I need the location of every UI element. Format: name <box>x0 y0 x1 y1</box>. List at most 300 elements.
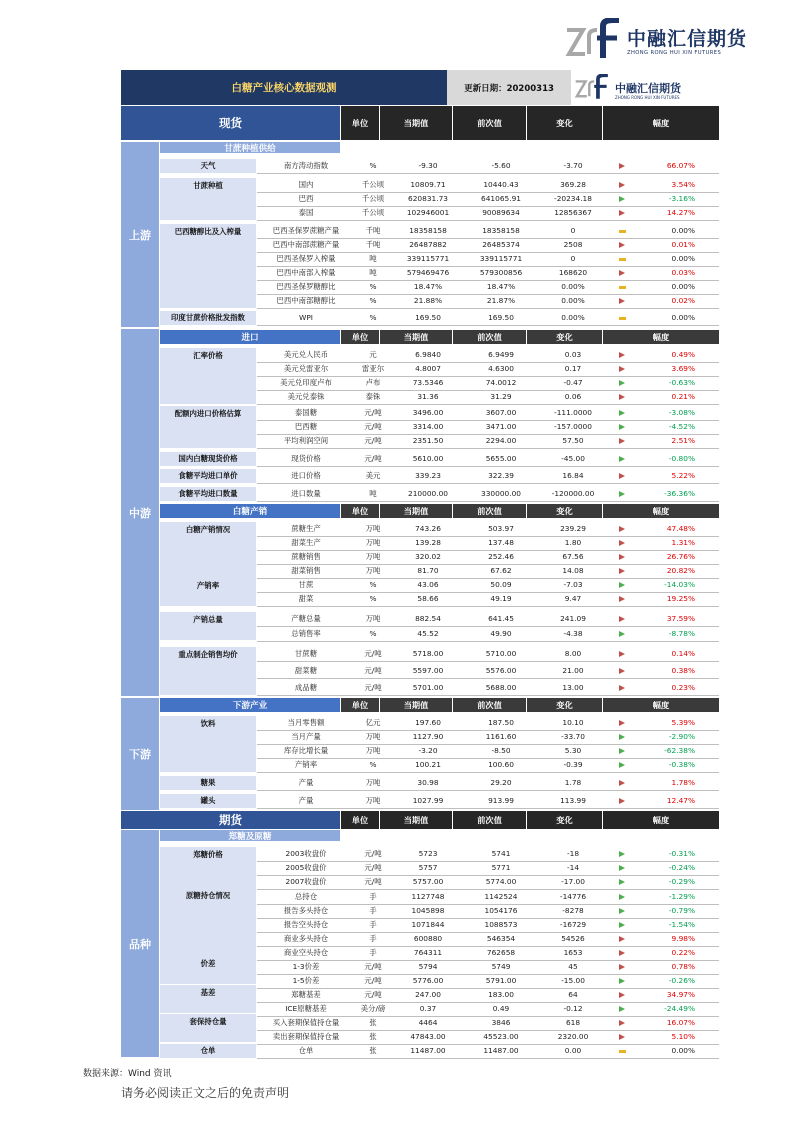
subsec-production: 白糖产销 <box>160 504 340 518</box>
cell-amplitude: 0.03% <box>671 268 695 277</box>
cell-name: 巴西圣保罗蔗糖产量 <box>272 226 340 235</box>
red-flag-icon <box>617 960 627 974</box>
cell-name: 巴西 <box>298 194 314 203</box>
cell-name: 总持仓 <box>294 892 318 901</box>
update-date: 更新日期：20200313 <box>447 70 571 105</box>
red-flag-icon <box>617 390 627 404</box>
cell-prev: 4.6300 <box>488 364 514 373</box>
cell-chg: -45.00 <box>561 454 585 463</box>
table-row <box>257 681 719 695</box>
cell-chg: 45 <box>568 962 578 971</box>
cell-name: 甘蔗糖 <box>294 649 318 658</box>
cell-unit: 万吨 <box>365 778 381 787</box>
cell-cur: 620831.73 <box>408 194 448 203</box>
cat-zz-price: 郑糖价格 <box>160 847 256 889</box>
cell-amplitude: 5.39% <box>671 718 695 727</box>
table-row <box>257 1030 719 1044</box>
red-flag-icon <box>617 988 627 1002</box>
cell-amplitude: -0.26% <box>668 976 695 985</box>
row-divider <box>257 325 719 326</box>
flat-indicator-icon <box>617 311 627 325</box>
cell-amplitude: 0.00% <box>671 313 695 322</box>
cell-prev: 3846 <box>491 1018 511 1027</box>
logo-english-name: ZHONG RONG HUI XIN FUTURES <box>627 50 722 56</box>
table-row <box>257 452 719 466</box>
cat-rate: 产销率 <box>160 578 256 606</box>
cat-warrant: 仓单 <box>160 1044 256 1058</box>
cell-chg: -3.70 <box>563 161 583 170</box>
cell-unit: 美元 <box>365 471 381 480</box>
green-flag-icon <box>617 1002 627 1016</box>
col-amplitude: 幅度 <box>603 106 719 140</box>
cell-prev: 5771 <box>491 863 511 872</box>
row-divider <box>257 790 719 791</box>
subsec-futures: 郑糖及原糖 <box>160 830 340 841</box>
row-divider <box>257 641 719 642</box>
cell-amplitude: 9.98% <box>671 934 695 943</box>
table-row <box>257 578 719 592</box>
table-row <box>257 266 719 280</box>
cell-chg: -0.12 <box>563 1004 583 1013</box>
table-row <box>257 1044 719 1058</box>
table-row <box>257 794 719 808</box>
cell-cur: 5723 <box>418 849 438 858</box>
logo-chinese-name: 中融汇信期货 <box>627 28 748 50</box>
cell-chg: 16.84 <box>562 471 584 480</box>
cell-chg: 5.30 <box>564 746 582 755</box>
table-row <box>257 664 719 678</box>
cell-unit: 元/吨 <box>364 683 382 692</box>
cell-prev: 21.87% <box>486 296 516 305</box>
red-flag-icon <box>617 664 627 678</box>
futures-section-header: 期货 <box>121 811 340 829</box>
table-row <box>257 280 719 294</box>
data-source: 数据来源：Wind 资讯 <box>83 1069 172 1079</box>
row-divider <box>257 308 719 309</box>
cell-unit: 千公顷 <box>361 194 385 203</box>
table-row <box>257 522 719 536</box>
cell-chg: 0.06 <box>564 392 582 401</box>
cell-cur: 339.23 <box>415 471 441 480</box>
table-row <box>257 406 719 420</box>
row-divider <box>257 501 719 502</box>
cell-cur: 11487.00 <box>410 1046 446 1055</box>
cell-cur: 169.50 <box>415 313 441 322</box>
cell-prev: 45523.00 <box>483 1032 519 1041</box>
cell-amplitude: 0.00% <box>671 1046 695 1055</box>
table-row <box>257 918 719 932</box>
row-divider <box>257 678 719 679</box>
cat-position: 原糖持仓情况 <box>160 888 256 958</box>
col-unit: 单位 <box>341 106 379 140</box>
cell-prev: 5655.00 <box>485 454 517 463</box>
cell-chg: 12856367 <box>554 208 592 217</box>
cell-name: 巴西圣保罗入榨量 <box>276 254 336 263</box>
cell-unit: 万吨 <box>365 552 381 561</box>
cell-name: 南方涛动指数 <box>283 161 329 170</box>
cell-name: 甜菜 <box>298 594 314 603</box>
table-row <box>257 536 719 550</box>
cell-unit: 元/吨 <box>364 962 382 971</box>
cell-cur: 43.06 <box>417 580 439 589</box>
cell-amplitude: 37.59% <box>666 614 695 623</box>
cell-cur: 31.36 <box>417 392 439 401</box>
cat-weather: 天气 <box>160 159 256 173</box>
cell-prev: 546354 <box>486 934 516 943</box>
table-row <box>257 960 719 974</box>
green-flag-icon <box>617 861 627 875</box>
cell-unit: 吨 <box>369 268 377 277</box>
cell-amplitude: 5.10% <box>671 1032 695 1041</box>
cell-name: 甘蔗 <box>298 580 314 589</box>
red-flag-icon <box>617 348 627 362</box>
cell-chg: -17.00 <box>561 877 585 886</box>
red-flag-icon <box>617 1016 627 1030</box>
cell-name: 美元兑泰铢 <box>287 392 325 401</box>
cell-unit: 手 <box>369 920 377 929</box>
cell-name: 卖出套期保值持仓量 <box>272 1032 340 1041</box>
cell-chg: 14.08 <box>562 566 584 575</box>
cat-spot-price: 国内白糖现货价格 <box>160 452 256 466</box>
cell-unit: 千吨 <box>365 240 381 249</box>
green-flag-icon <box>617 730 627 744</box>
cell-name: 巴西中南部糖醇比 <box>276 296 336 305</box>
cell-prev: 0.49 <box>492 1004 510 1013</box>
cell-prev: 5741 <box>491 849 511 858</box>
cell-name: 泰国糖 <box>294 408 318 417</box>
cat-candy: 糖果 <box>160 776 256 790</box>
cell-unit: 元/吨 <box>364 649 382 658</box>
cell-name: ICE原糖基差 <box>285 1004 327 1013</box>
cell-amplitude: 5.22% <box>671 471 695 480</box>
cell-cur: 5757 <box>418 863 438 872</box>
cell-name: 进口价格 <box>291 471 321 480</box>
cell-prev: 74.0012 <box>485 378 517 387</box>
cell-chg: 113.99 <box>560 796 586 805</box>
cell-cur: 2351.50 <box>412 436 444 445</box>
row-divider <box>257 466 719 467</box>
cell-cur: 1127.90 <box>412 732 444 741</box>
cell-amplitude: 0.38% <box>671 666 695 675</box>
header-logo-cn: 中融汇信期货 <box>615 82 681 95</box>
red-flag-icon <box>617 564 627 578</box>
table-row <box>257 758 719 772</box>
cell-cur: 139.28 <box>415 538 441 547</box>
cell-prev: 5688.00 <box>485 683 517 692</box>
cat-keyprice: 重点制企销售均价 <box>160 647 256 695</box>
row-divider <box>257 1058 719 1059</box>
cell-name: 产量 <box>298 778 314 787</box>
import-col-change: 变化 <box>527 330 602 344</box>
red-flag-icon <box>617 206 627 220</box>
zone-variety: 品种 <box>121 830 159 1057</box>
cell-prev: 762658 <box>486 948 516 957</box>
cell-name: 产量 <box>298 796 314 805</box>
cell-unit: 万吨 <box>365 566 381 575</box>
prod-col-current: 当期值 <box>380 504 452 518</box>
cell-prev: 50.09 <box>490 580 512 589</box>
red-flag-icon <box>617 681 627 695</box>
futures-col-current: 当期值 <box>380 811 452 829</box>
cell-cur: 18.47% <box>413 282 443 291</box>
table-row <box>257 776 719 790</box>
table-row <box>257 904 719 918</box>
cell-chg: 0.00% <box>561 282 585 291</box>
cell-amplitude: 12.47% <box>666 796 695 805</box>
cell-prev: -8.50 <box>491 746 511 755</box>
cell-cur: -3.20 <box>418 746 438 755</box>
cell-prev: 330000.00 <box>481 489 521 498</box>
cell-name: 美元兑人民币 <box>283 350 329 359</box>
cell-amplitude: 16.07% <box>666 1018 695 1027</box>
cell-name: 进口数量 <box>291 489 321 498</box>
cell-name: 商业空头持仓 <box>283 948 329 957</box>
cell-unit: 元/吨 <box>364 990 382 999</box>
cell-amplitude: -14.03% <box>664 580 695 589</box>
cell-name: 美元兑雷亚尔 <box>283 364 329 373</box>
cat-hedge: 套保持仓量 <box>160 1014 256 1042</box>
cat-brazil: 巴西糖醇比及入榨量 <box>160 224 256 308</box>
cell-cur: 197.60 <box>415 718 441 727</box>
cell-prev: 641065.91 <box>481 194 521 203</box>
cell-prev: 339115771 <box>479 254 523 263</box>
cell-cur: 3314.00 <box>412 422 444 431</box>
cell-prev: 183.00 <box>488 990 514 999</box>
cell-cur: 21.88% <box>413 296 443 305</box>
import-col-unit: 单位 <box>341 330 379 344</box>
table-row <box>257 224 719 238</box>
green-flag-icon <box>617 904 627 918</box>
cell-amplitude: 26.76% <box>666 552 695 561</box>
cell-prev: 10440.43 <box>483 180 519 189</box>
cell-cur: 1027.99 <box>412 796 444 805</box>
cell-name: 甜菜生产 <box>291 538 321 547</box>
cell-chg: 618 <box>565 1018 581 1027</box>
cell-name: 国内 <box>298 180 314 189</box>
cell-prev: 3607.00 <box>485 408 517 417</box>
row-divider <box>257 220 719 221</box>
cell-cur: 5776.00 <box>412 976 444 985</box>
cell-prev: 137.48 <box>488 538 514 547</box>
table-row <box>257 946 719 960</box>
cell-chg: -14776 <box>559 892 587 901</box>
cell-amplitude: -0.31% <box>668 849 695 858</box>
cell-chg: 0.00% <box>561 296 585 305</box>
cell-unit: 元/吨 <box>364 422 382 431</box>
cell-name: 蔗糖销售 <box>291 552 321 561</box>
cell-amplitude: 19.25% <box>666 594 695 603</box>
cell-amplitude: 0.23% <box>671 683 695 692</box>
red-flag-icon <box>617 647 627 661</box>
cell-amplitude: 0.22% <box>671 948 695 957</box>
cell-cur: 5610.00 <box>412 454 444 463</box>
cell-cur: 339115771 <box>406 254 450 263</box>
green-flag-icon <box>617 487 627 501</box>
table-row <box>257 716 719 730</box>
cell-unit: 万吨 <box>365 732 381 741</box>
cell-name: 产销率 <box>294 760 318 769</box>
row-divider <box>257 173 719 174</box>
prod-col-previous: 前次值 <box>453 504 526 518</box>
cell-unit: 手 <box>369 948 377 957</box>
cell-unit: 元/吨 <box>364 436 382 445</box>
table-row <box>257 564 719 578</box>
table-row <box>257 988 719 1002</box>
table-row <box>257 159 719 173</box>
table-row <box>257 294 719 308</box>
cell-chg: 10.10 <box>562 718 584 727</box>
green-flag-icon <box>617 974 627 988</box>
cell-cur: 882.54 <box>415 614 441 623</box>
cell-amplitude: -3.08% <box>668 408 695 417</box>
red-flag-icon <box>617 1030 627 1044</box>
cell-cur: 210000.00 <box>408 489 448 498</box>
cell-amplitude: 34.97% <box>666 990 695 999</box>
header-logo <box>571 70 719 105</box>
cell-amplitude: 0.21% <box>671 392 695 401</box>
cell-cur: 1127748 <box>411 892 445 901</box>
cell-name: 当月产量 <box>291 732 321 741</box>
cell-cur: 5718.00 <box>412 649 444 658</box>
cell-cur: 6.9840 <box>415 350 441 359</box>
cell-prev: 26485374 <box>482 240 520 249</box>
zone-midstream: 中游 <box>121 329 159 696</box>
cell-chg: -33.70 <box>561 732 585 741</box>
cell-prev: 1161.60 <box>485 732 517 741</box>
red-flag-icon <box>617 536 627 550</box>
down-col-amplitude: 幅度 <box>603 698 719 712</box>
cell-amplitude: 66.07% <box>666 161 695 170</box>
cell-amplitude: 0.78% <box>671 962 695 971</box>
red-flag-icon <box>617 550 627 564</box>
cell-prev: 6.9499 <box>488 350 514 359</box>
cell-unit: 泰铢 <box>365 392 381 401</box>
cell-prev: 322.39 <box>488 471 514 480</box>
table-row <box>257 469 719 483</box>
red-flag-icon <box>617 776 627 790</box>
cell-cur: 3496.00 <box>412 408 444 417</box>
cell-amplitude: -0.79% <box>668 906 695 915</box>
flat-indicator-icon <box>617 1044 627 1058</box>
cell-chg: 239.29 <box>560 524 586 533</box>
cell-cur: 600880 <box>413 934 443 943</box>
cell-prev: 1088573 <box>484 920 518 929</box>
cell-amplitude: 2.51% <box>671 436 695 445</box>
green-flag-icon <box>617 406 627 420</box>
table-row <box>257 847 719 861</box>
red-flag-icon <box>617 362 627 376</box>
cell-name: 商业多头持仓 <box>283 934 329 943</box>
table-row <box>257 362 719 376</box>
cat-basis: 基差 <box>160 985 256 1013</box>
cell-chg: -0.47 <box>563 378 583 387</box>
cell-name: 蔗糖生产 <box>291 524 321 533</box>
cell-cur: 81.70 <box>417 566 439 575</box>
cell-prev: 5710.00 <box>485 649 517 658</box>
cell-prev: 579300856 <box>479 268 523 277</box>
cat-can: 罐头 <box>160 794 256 808</box>
cell-cur: 5701.00 <box>412 683 444 692</box>
table-row <box>257 192 719 206</box>
red-flag-icon <box>617 612 627 626</box>
green-flag-icon <box>617 744 627 758</box>
cell-prev: 31.29 <box>490 392 512 401</box>
cell-name: 甜菜糖 <box>294 666 318 675</box>
table-row <box>257 730 719 744</box>
cell-cur: 579469476 <box>406 268 450 277</box>
cell-prev: 5791.00 <box>485 976 517 985</box>
cell-name: 巴西中南部入榨量 <box>276 268 336 277</box>
row-divider <box>257 448 719 449</box>
cell-name: 2003收盘价 <box>285 849 327 858</box>
cell-cur: 47843.00 <box>410 1032 446 1041</box>
cell-name: 产糖总量 <box>291 614 321 623</box>
cell-chg: -0.39 <box>563 760 583 769</box>
cell-amplitude: -1.54% <box>668 920 695 929</box>
cell-unit: 吨 <box>369 254 377 263</box>
cell-chg: -20234.18 <box>554 194 592 203</box>
cell-prev: 100.60 <box>488 760 514 769</box>
cell-amplitude: 3.69% <box>671 364 695 373</box>
table-row <box>257 178 719 192</box>
cell-name: 仓单 <box>298 1046 314 1055</box>
cell-unit: % <box>369 282 377 291</box>
down-col-previous: 前次值 <box>453 698 526 712</box>
cell-unit: 美分/磅 <box>360 1004 386 1013</box>
red-flag-icon <box>617 932 627 946</box>
cell-unit: 千公顷 <box>361 208 385 217</box>
cell-cur: 102946001 <box>406 208 450 217</box>
cell-chg: -157.0000 <box>554 422 592 431</box>
cat-india: 印度甘蔗价格批发指数 <box>160 311 256 325</box>
row-divider <box>257 772 719 773</box>
cell-prev: 11487.00 <box>483 1046 519 1055</box>
green-flag-icon <box>617 192 627 206</box>
flat-indicator-icon <box>617 252 627 266</box>
cell-name: 巴西中南部蔗糖产量 <box>272 240 340 249</box>
cell-cur: 764311 <box>413 948 443 957</box>
cell-unit: 张 <box>369 1046 377 1055</box>
cell-unit: 雷亚尔 <box>361 364 385 373</box>
cell-cur: 247.00 <box>415 990 441 999</box>
cell-cur: 0.37 <box>419 1004 437 1013</box>
cell-name: 郑糖基差 <box>291 990 321 999</box>
sheet-title: 白糖产业核心数据观测 <box>121 70 447 105</box>
green-flag-icon <box>617 847 627 861</box>
row-divider <box>257 695 719 696</box>
cell-name: 2007收盘价 <box>285 877 327 886</box>
cell-prev: 187.50 <box>488 718 514 727</box>
cell-name: 平均利润空间 <box>283 436 329 445</box>
cell-name: 买入套期保值持仓量 <box>272 1018 340 1027</box>
cell-cur: 5794 <box>418 962 438 971</box>
cell-unit: 元/吨 <box>364 849 382 858</box>
cell-name: 1-3价差 <box>292 962 320 971</box>
cell-chg: 1653 <box>563 948 583 957</box>
cell-prev: 641.45 <box>488 614 514 623</box>
cell-chg: -18 <box>566 849 580 858</box>
red-flag-icon <box>617 294 627 308</box>
cell-amplitude: 3.54% <box>671 180 695 189</box>
red-flag-icon <box>617 159 627 173</box>
green-flag-icon <box>617 918 627 932</box>
table-row <box>257 612 719 626</box>
red-flag-icon <box>617 592 627 606</box>
cell-amplitude: 0.01% <box>671 240 695 249</box>
cat-drink: 饮料 <box>160 716 256 772</box>
cell-unit: 万吨 <box>365 614 381 623</box>
cell-name: 巴西圣保罗糖醇比 <box>276 282 336 291</box>
